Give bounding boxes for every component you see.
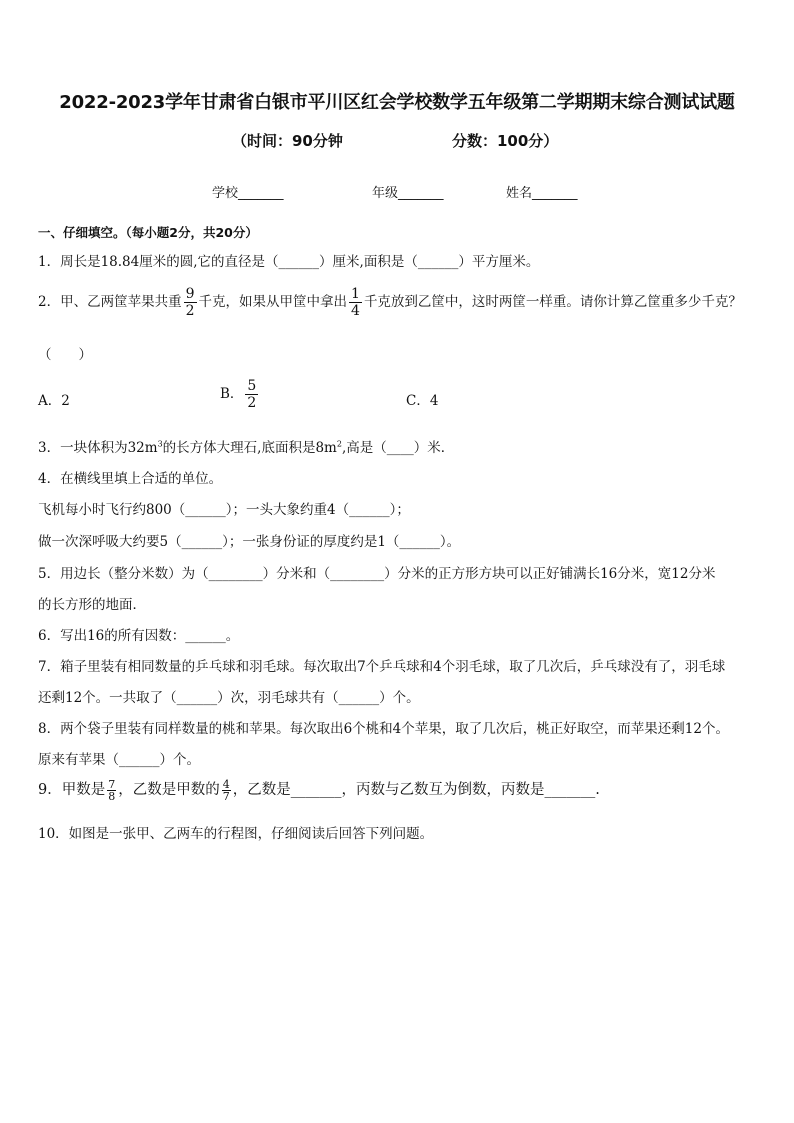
question-9 xyxy=(38,778,600,802)
q9-text-1: 9．甲数是 xyxy=(38,782,106,798)
q3-text-2: 的长方体大理石,底面积是8m xyxy=(162,440,337,456)
q2-text-3: 千克放到乙筐中，这时两筐一样重。请你计算乙筐重多少千克？ xyxy=(363,294,742,310)
q2-answer-paren: （ ） xyxy=(38,347,92,363)
exam-time: （时间：90分钟 xyxy=(232,132,343,150)
fraction-numerator: 5 xyxy=(247,378,257,394)
q2-fraction-1 xyxy=(184,286,197,319)
grade-field[interactable]: 年级_______ xyxy=(372,186,444,201)
question-4-line-1: 飞机每小时飞行约800（______）；一头大象约重4（______）； xyxy=(38,502,410,518)
question-7-line-2: 还剩12个。一共取了（______）次，羽毛球共有（______）个。 xyxy=(38,690,420,706)
fraction-denominator: 2 xyxy=(247,395,257,411)
fraction-denominator: 7 xyxy=(222,789,230,803)
q2-option-a[interactable]: A．2 xyxy=(38,393,70,409)
fraction-denominator: 2 xyxy=(185,303,195,319)
question-6: 6．写出16的所有因数：______。 xyxy=(38,628,240,644)
q3-exponent-2: 2 xyxy=(336,439,342,449)
fraction-numerator: 7 xyxy=(108,777,116,791)
q2-option-c[interactable]: C．4 xyxy=(406,393,439,409)
school-field[interactable]: 学校_______ xyxy=(212,186,284,201)
question-4-heading: 4．在横线里填上合适的单位。 xyxy=(38,471,223,487)
q9-text-2: ，乙数是甲数的 xyxy=(118,782,220,798)
question-1: 1．周长是18.84厘米的圆,它的直径是（______）厘米,面积是（______）平方厘米。 xyxy=(38,254,540,270)
question-10: 10．如图是一张甲、乙两车的行程图，仔细阅读后回答下列问题。 xyxy=(38,826,434,842)
question-5-line-1: 5．用边长（整分米数）为（________）分米和（________）分米的正方形方块可以正好铺满长16分米，宽12分米 xyxy=(38,566,716,582)
q9-fraction-2 xyxy=(222,779,231,802)
option-b-fraction xyxy=(245,378,258,411)
question-7-line-1: 7．箱子里装有相同数量的乒乓球和羽毛球。每次取出7个乒乓球和4个羽毛球，取了几次后，乒乓球没有了，羽毛球 xyxy=(38,659,726,675)
question-8-line-2: 原来有苹果（______）个。 xyxy=(38,752,200,768)
name-field[interactable]: 姓名_______ xyxy=(506,186,578,201)
q2-option-b[interactable] xyxy=(220,378,260,411)
q2-text-2: 千克，如果从甲筐中拿出 xyxy=(198,294,348,310)
fraction-numerator: 1 xyxy=(351,286,360,302)
fraction-denominator: 8 xyxy=(108,789,116,803)
q2-text-1: 2．甲、乙两筐苹果共重 xyxy=(38,294,182,310)
question-4-line-2: 做一次深呼吸大约要5（______）；一张身份证的厚度约是1（______）。 xyxy=(38,534,461,550)
question-5-line-2: 的长方形的地面． xyxy=(38,597,146,613)
fraction-numerator: 9 xyxy=(185,286,195,302)
q2-fraction-2 xyxy=(349,286,362,319)
fraction-numerator: 4 xyxy=(222,777,230,791)
question-8-line-1: 8．两个袋子里装有同样数量的桃和苹果。每次取出6个桃和4个苹果，取了几次后，桃正好取空，而苹果还剩12个。 xyxy=(38,721,729,737)
q3-text-1: 3．一块体积为32m xyxy=(38,440,158,456)
q9-fraction-1 xyxy=(107,779,116,802)
exam-score: 分数：100分） xyxy=(452,132,559,150)
q3-text-3: ,高是（____）米． xyxy=(341,440,455,456)
section-heading: 一、仔细填空。（每小题2分，共20分） xyxy=(38,225,258,240)
question-3 xyxy=(38,436,454,456)
question-2 xyxy=(38,286,742,319)
page-title: 2022-2023学年甘肃省白银市平川区红会学校数学五年级第二学期期末综合测试试题 xyxy=(59,92,735,113)
q3-exponent-1: 3 xyxy=(157,439,163,449)
q9-text-3: ，乙数是_______，丙数与乙数互为倒数，丙数是_______. xyxy=(232,782,600,798)
fraction-denominator: 4 xyxy=(351,303,360,319)
option-b-label: B． xyxy=(220,386,244,402)
